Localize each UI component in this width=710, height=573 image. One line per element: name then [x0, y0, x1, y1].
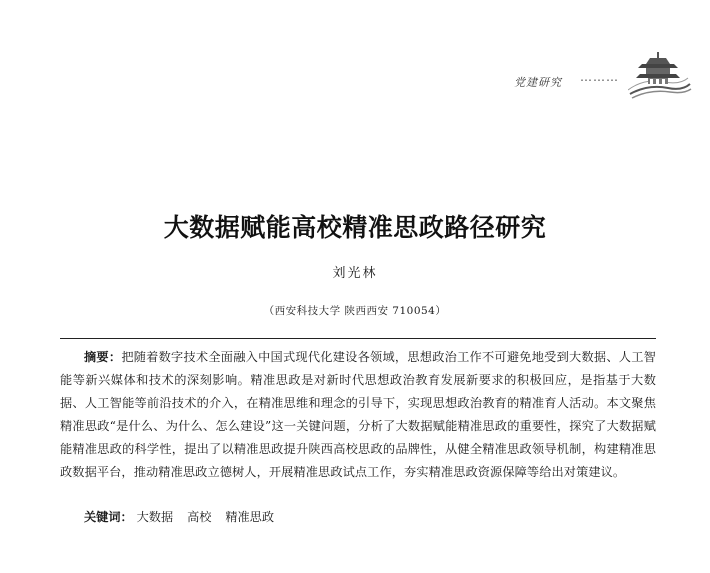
keyword-item: 高校 — [187, 510, 212, 524]
keyword-item: 大数据 — [136, 510, 174, 524]
abstract-block — [60, 346, 656, 485]
author-name: 刘光林 — [332, 266, 378, 281]
abstract-label: 摘要： — [84, 350, 122, 364]
keywords-block — [84, 508, 284, 525]
pagoda-logo-icon — [628, 48, 692, 100]
abstract-text: 把随着数字技术全面融入中国式现代化建设各领域，思想政治工作不可避免地受到大数据、人工智能等新兴媒体和技术的深刻影响。精准思政是对新时代思想政治教育发展新要求的积极回应，是指基于大数据、人工智能等前沿技术的介入，在精准思维和理念的引导下，实现思想政治教育的精准育人活动。本文聚焦精准思政“是什么、为什么、怎么建设”这一关键问题，分析了大数据赋能精准思政的重要性，探究了大数据赋能精准思政的科学性，提出了以精准思政提升陕西高校思政的品牌性，从健全精准思政领导机制，构建精准思政数据平台，推动精准思政立德树人，开展精准思政试点工作，夯实精准思政资源保障等给出对策建议。 — [60, 350, 656, 480]
paper-title: 大数据赋能高校精准思政路径研究 — [163, 213, 547, 242]
keyword-item: 精准思政 — [225, 510, 275, 524]
keywords-label: 关键词： — [84, 510, 133, 524]
abstract-top-rule — [60, 338, 656, 339]
author-affiliation: （西安科技大学 陕西西安 710054） — [263, 305, 447, 317]
section-dots: ……… — [580, 70, 619, 84]
section-label: 党建研究 — [514, 76, 562, 89]
